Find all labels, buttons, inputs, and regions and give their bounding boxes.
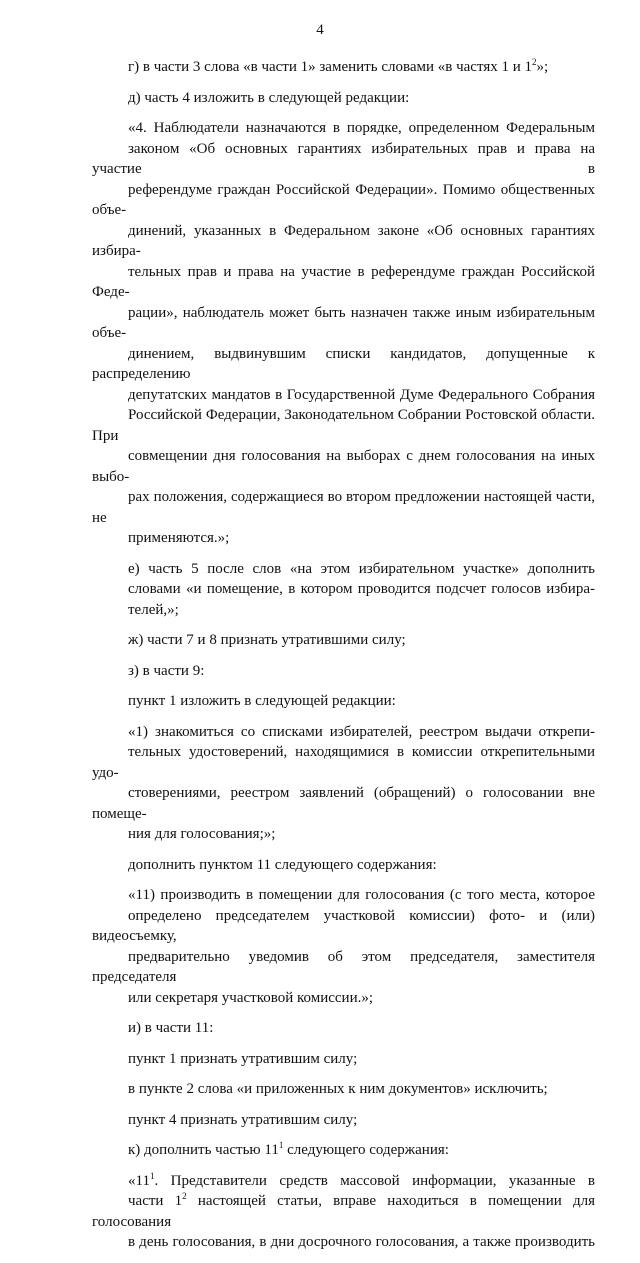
text-line: рах положения, содержащиеся во втором предложении настоящей части, не <box>92 489 595 526</box>
text-line: «4. Наблюдатели назначаются в порядке, определенном Федеральным <box>128 120 595 136</box>
text-line: ния для голосования;»; <box>128 826 276 842</box>
text-line: в день голосования, в дни досрочного голосования, а также производить <box>128 1234 595 1250</box>
page-number: 4 <box>316 22 324 38</box>
paragraph <box>92 559 595 621</box>
text-line: применяются.»; <box>128 530 230 546</box>
text-line: динений, указанных в Федеральном законе «Об основных гарантиях избира- <box>92 222 595 259</box>
text-line: «$11^1$. Представители средств массовой информации, указанные в <box>128 1170 595 1189</box>
text-line: в пункте 2 слова «и приложенных к ним документов» исключить; <box>128 1081 548 1097</box>
text-line: или секретаря участковой комиссии.»; <box>128 989 374 1006</box>
text-line: д) часть 4 изложить в следующей редакции: <box>128 89 410 106</box>
text-line: пункт 4 признать утратившим силу; <box>128 1111 358 1128</box>
text-line: е) часть 5 после слов «на этом избирательном участке» дополнить <box>128 560 595 577</box>
text-line: ж) части 7 и 8 признать утратившими силу; <box>128 632 406 648</box>
paragraph <box>92 1018 595 1039</box>
text-line: Российской Федерации, Законодательном Собрании Ростовской области. При <box>92 407 595 444</box>
text-line: совмещении дня голосования на выборах с днем голосования на иных выбо- <box>92 448 595 485</box>
text-line: депутатских мандатов в Государственной Думе Федерального Собрания <box>128 386 595 403</box>
text-line: дополнить пунктом 11 следующего содержания: <box>128 856 437 873</box>
paragraph <box>92 1049 595 1070</box>
paragraph <box>92 630 595 651</box>
text-line: г) в части 3 слова «в части 1» заменить словами «в частях 1 и $1^2$»; <box>128 57 549 75</box>
text-line: словами «и помещение, в котором проводится подсчет голосов избира- <box>128 581 595 597</box>
paragraph <box>92 1110 595 1131</box>
paragraph <box>92 1140 595 1161</box>
text-line: и) в части 11: <box>128 1020 214 1036</box>
text-line: рации», наблюдатель может быть назначен также иным избирательным объе- <box>92 304 595 341</box>
paragraph <box>92 855 595 876</box>
paragraph <box>92 57 595 78</box>
text-line: «1) знакомиться со списками избирателей, реестром выдачи открепи- <box>128 723 595 740</box>
text-line: пункт 1 изложить в следующей редакции: <box>128 693 396 709</box>
text-line: законом «Об основных гарантиях избирательных прав и права на участие в <box>92 140 595 177</box>
paragraph <box>92 118 595 549</box>
paragraph <box>92 1079 595 1100</box>
text-line: пункт 1 признать утратившим силу; <box>128 1050 358 1067</box>
paragraph <box>92 1171 595 1253</box>
text-line: з) в части 9: <box>128 662 205 679</box>
paragraph <box>92 661 595 682</box>
text-line: к) дополнить частью $11^1$ следующего содержания: <box>128 1140 449 1158</box>
text-line: тельных удостоверений, находящимися в комиссии открепительными удо- <box>92 744 595 781</box>
paragraph <box>92 691 595 712</box>
text-line: телей,»; <box>128 601 179 618</box>
paragraph <box>92 722 595 845</box>
text-line: тельных прав и права на участие в референдуме граждан Российской Феде- <box>92 263 595 300</box>
text-line: референдуме граждан Российской Федерации». Помимо общественных объе- <box>92 181 595 218</box>
text-line: части $1^2$ настоящей статьи, вправе находиться в помещении для голосования <box>92 1191 595 1230</box>
paragraph <box>92 88 595 109</box>
text-line: «11) производить в помещении для голосования (с того места, которое <box>128 887 595 903</box>
text-line: динением, выдвинувшим списки кандидатов, допущенные к распределению <box>92 345 595 382</box>
text-line: предварительно уведомив об этом председателя, заместителя председателя <box>92 948 595 985</box>
text-line: стоверениями, реестром заявлений (обращений) о голосовании вне помеще- <box>92 785 595 822</box>
paragraph <box>92 885 595 1008</box>
document-body <box>92 57 595 1263</box>
text-line: определено председателем участковой комиссии) фото- и (или) видеосъемку, <box>92 907 595 944</box>
